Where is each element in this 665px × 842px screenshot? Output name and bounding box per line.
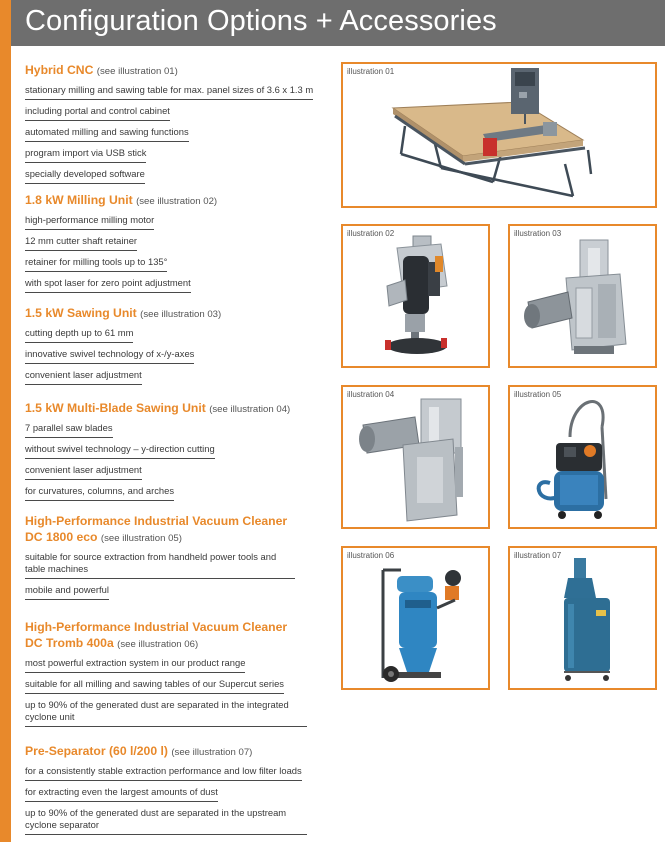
feature-item: up to 90% of the generated dust are separated in the integrated cyclone unit <box>25 697 307 727</box>
feature-item: suitable for source extraction from handheld power tools and table machines <box>25 549 295 579</box>
section-name: 1.8 kW Milling Unit <box>25 193 133 207</box>
illustration-label: illustration 04 <box>347 390 395 399</box>
illustration-04 <box>341 385 490 529</box>
feature-item: with spot laser for zero point adjustment <box>25 275 191 293</box>
illustration-reference: (see illustration 01) <box>96 66 178 77</box>
section-pre-separator <box>25 743 335 838</box>
illustration-07 <box>508 546 657 690</box>
section-title <box>25 400 335 418</box>
section-title <box>25 62 335 80</box>
section-vacuum-tromb400a <box>25 619 335 730</box>
feature-item: cutting depth up to 61 mm <box>25 325 133 343</box>
section-title <box>25 743 335 761</box>
illustration-06 <box>341 546 490 690</box>
feature-list <box>25 212 335 293</box>
section-name: DC 1800 eco <box>25 530 98 544</box>
feature-item: high-performance milling motor <box>25 212 154 230</box>
section-title <box>25 513 335 529</box>
section-name-line1: High-Performance Industrial Vacuum Cleaner <box>25 514 288 528</box>
illustration-05 <box>508 385 657 529</box>
section-title <box>25 635 335 653</box>
illustration-label: illustration 07 <box>514 551 562 560</box>
illustration-02 <box>341 224 490 368</box>
cnc-table-icon <box>343 64 655 206</box>
section-name-line1: High-Performance Industrial Vacuum Cleaner <box>25 620 288 634</box>
section-title <box>25 305 335 323</box>
illustration-reference: (see illustration 05) <box>100 533 182 544</box>
feature-item: for curvatures, columns, and arches <box>25 483 174 501</box>
feature-item: up to 90% of the generated dust are separated in the upstream cyclone separator <box>25 805 307 835</box>
feature-item: convenient laser adjustment <box>25 367 142 385</box>
illustration-reference: (see illustration 03) <box>140 309 222 320</box>
illustration-label: illustration 05 <box>514 390 562 399</box>
section-title <box>25 529 335 547</box>
section-multi-blade-sawing-unit <box>25 400 335 504</box>
feature-item: program import via USB stick <box>25 145 146 163</box>
feature-item: most powerful extraction system in our product range <box>25 655 245 673</box>
multi-blade-saw-icon <box>343 387 488 527</box>
feature-item: innovative swivel technology of x-/y-axes <box>25 346 194 364</box>
feature-item: for a consistently stable extraction performance and low filter loads <box>25 763 302 781</box>
illustration-label: illustration 06 <box>347 551 395 560</box>
feature-item: for extracting even the largest amounts of dust <box>25 784 218 802</box>
illustration-reference: (see illustration 06) <box>117 639 199 650</box>
side-accent-bar <box>0 46 11 842</box>
feature-item: mobile and powerful <box>25 582 109 600</box>
vacuum-cleaner-icon <box>510 387 655 527</box>
feature-item: including portal and control cabinet <box>25 103 170 121</box>
sawing-unit-icon <box>510 226 655 366</box>
section-name: Hybrid CNC <box>25 63 94 77</box>
section-milling-unit <box>25 192 335 296</box>
feature-item: 12 mm cutter shaft retainer <box>25 233 137 251</box>
illustration-label: illustration 03 <box>514 229 562 238</box>
section-title <box>25 619 335 635</box>
feature-list <box>25 763 335 835</box>
header-accent-bar <box>0 0 11 46</box>
section-sawing-unit <box>25 305 335 388</box>
feature-item: retainer for milling tools up to 135° <box>25 254 167 272</box>
section-title <box>25 192 335 210</box>
illustration-reference: (see illustration 07) <box>171 747 253 758</box>
illustration-label: illustration 02 <box>347 229 395 238</box>
pre-separator-icon <box>510 548 655 688</box>
feature-item: without swivel technology – y-direction cutting <box>25 441 215 459</box>
feature-list <box>25 82 335 184</box>
feature-list <box>25 325 335 385</box>
section-vacuum-dc1800 <box>25 513 335 603</box>
feature-item: stationary milling and sawing table for max. panel sizes of 3.6 x 1.3 m <box>25 82 313 100</box>
feature-item: automated milling and sawing functions <box>25 124 189 142</box>
feature-item: suitable for all milling and sawing tables of our Supercut series <box>25 676 284 694</box>
illustration-reference: (see illustration 02) <box>136 196 218 207</box>
milling-unit-icon <box>343 226 488 366</box>
section-name: DC Tromb 400a <box>25 636 114 650</box>
vacuum-cleaner-tromb-icon <box>343 548 488 688</box>
section-name: Pre-Separator (60 l/200 l) <box>25 744 168 758</box>
section-name: 1.5 kW Multi-Blade Sawing Unit <box>25 401 206 415</box>
section-hybrid-cnc <box>25 62 335 187</box>
page-title: Configuration Options + Accessories <box>25 5 497 37</box>
feature-list <box>25 420 335 501</box>
illustration-label: illustration 01 <box>347 67 395 76</box>
illustration-03 <box>508 224 657 368</box>
feature-item: convenient laser adjustment <box>25 462 142 480</box>
illustration-reference: (see illustration 04) <box>209 404 291 415</box>
feature-list <box>25 655 335 727</box>
feature-item: specially developed software <box>25 166 145 184</box>
illustration-01 <box>341 62 657 208</box>
feature-item: 7 parallel saw blades <box>25 420 113 438</box>
feature-list <box>25 549 335 600</box>
section-name: 1.5 kW Sawing Unit <box>25 306 137 320</box>
page-header <box>0 0 665 46</box>
